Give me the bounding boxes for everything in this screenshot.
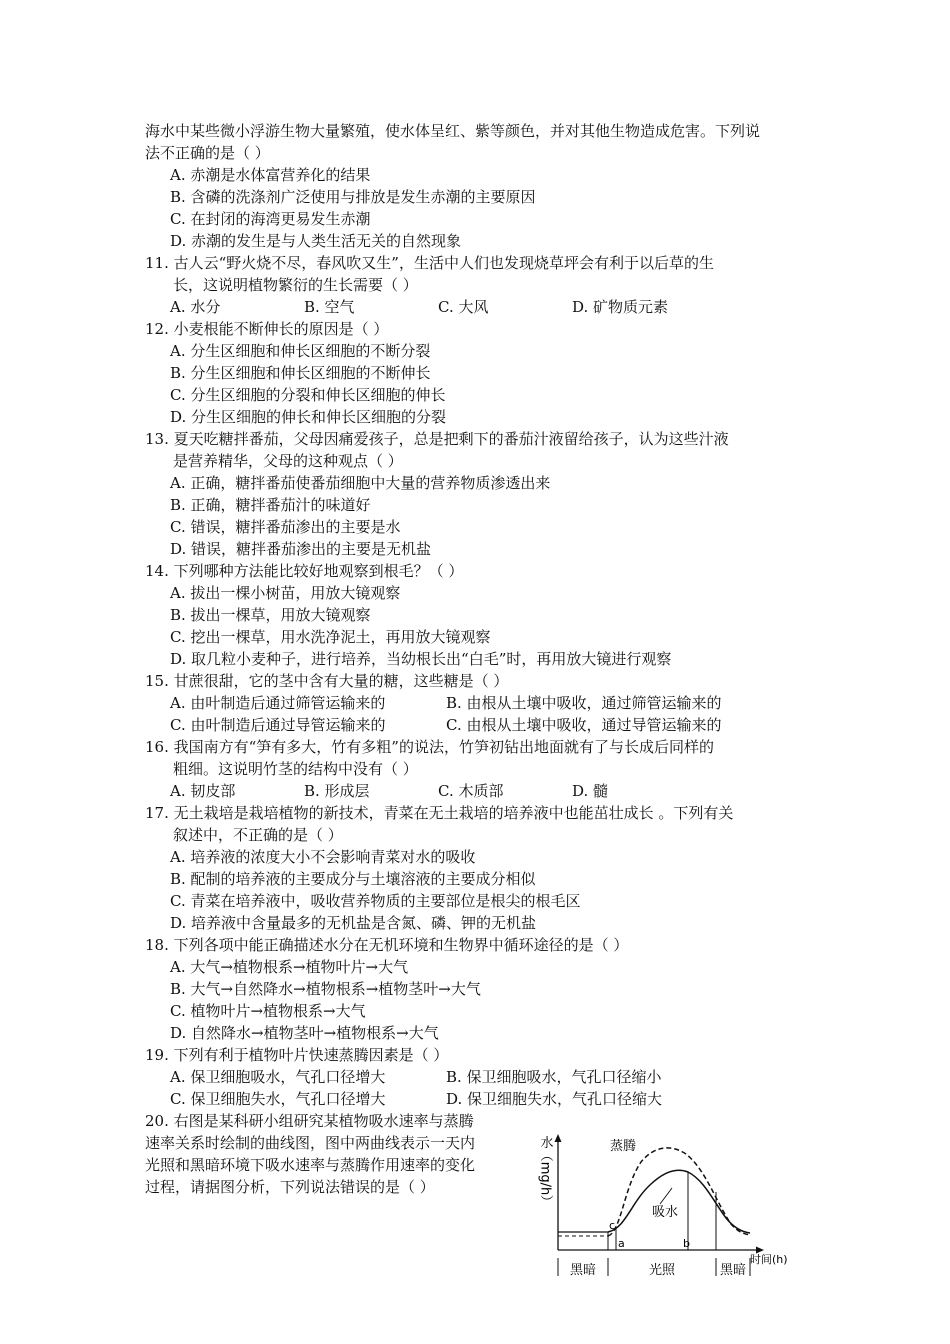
y-axis-label: 水（mg/h） [537, 1135, 553, 1209]
question-20-cont: 过程，请据图分析，下列说法错误的是（ ） [145, 1178, 435, 1196]
option-b: B. 正确，糖拌番茄汁的味道好 [170, 496, 371, 514]
option-c: C. 保卫细胞失水，气孔口径增大 [170, 1090, 386, 1108]
option-b: B. 空气 [304, 298, 355, 316]
question-13: 13. 夏天吃糖拌番茄，父母因痛爱孩子，总是把剩下的番茄汁液留给孩子，认为这些汁液 [145, 430, 729, 448]
option-c: C. 分生区细胞的分裂和伸长区细胞的伸长 [170, 386, 446, 404]
question-12: 12. 小麦根能不断伸长的原因是（ ） [145, 320, 389, 338]
option-d: C. 由根从土壤中吸收，通过导管运输来的 [446, 716, 722, 734]
question-text: 法不正确的是（ ） [145, 144, 270, 162]
x-axis-label: 时间(h) [750, 1253, 788, 1266]
option-a: A. 韧皮部 [170, 782, 236, 800]
option-a: A. 由叶制造后通过筛管运输来的 [170, 694, 386, 712]
option-a: A. 分生区细胞和伸长区细胞的不断分裂 [170, 342, 431, 360]
option-c: C. 木质部 [438, 782, 504, 800]
absorption-label: 吸水 [652, 1205, 679, 1220]
exam-page [145, 120, 815, 1198]
option-b: B. 大气→自然降水→植物根系→植物茎叶→大气 [170, 980, 481, 998]
period-light: 光照 [648, 1263, 676, 1278]
question-16-cont: 粗细。这说明竹茎的结构中没有（ ） [173, 760, 418, 778]
option-a: A. 水分 [170, 298, 221, 316]
option-a: A. 赤潮是水体富营养化的结果 [170, 166, 371, 184]
question-20: 20. 右图是某科研小组研究某植物吸水速率与蒸腾 [145, 1112, 474, 1130]
option-d: D. 矿物质元素 [572, 298, 669, 316]
option-c: C. 由叶制造后通过导管运输来的 [170, 716, 386, 734]
question-11-cont: 长，这说明植物繁衍的生长需要（ ） [173, 276, 418, 294]
question-text: 海水中某些微小浮游生物大量繁殖，使水体呈红、紫等颜色，并对其他生物造成危害。下列说 [145, 122, 761, 140]
option-c: C. 错误，糖拌番茄渗出的主要是水 [170, 518, 401, 536]
water-rate-diagram [536, 1132, 806, 1282]
water-rate-figure [536, 1132, 806, 1282]
question-14: 14. 下列哪种方法能比较好地观察到根毛？（ ） [145, 562, 464, 580]
question-13-cont: 是营养精华，父母的这种观点（ ） [173, 452, 403, 470]
point-b-label: b [683, 1237, 690, 1250]
question-16: 16. 我国南方有“笋有多大，竹有多粗”的说法，竹笋初钻出地面就有了与长成后同样的 [145, 738, 714, 756]
absorption-curve [608, 1170, 750, 1233]
y-axis-arrow [555, 1134, 562, 1142]
option-d: D. 错误，糖拌番茄渗出的主要是无机盐 [170, 540, 432, 558]
option-d: D. 分生区细胞的伸长和伸长区细胞的分裂 [170, 408, 447, 426]
option-b: B. 分生区细胞和伸长区细胞的不断伸长 [170, 364, 431, 382]
point-a-label: a [618, 1237, 625, 1250]
question-20-cont: 光照和黑暗环境下吸水速率与蒸腾作用速率的变化 [145, 1156, 476, 1174]
options-row [145, 714, 815, 736]
options-row [145, 1088, 815, 1110]
options-row [145, 692, 815, 714]
period-dark-1: 黑暗 [569, 1263, 597, 1278]
option-b: B. 拔出一棵草，用放大镜观察 [170, 606, 371, 624]
option-d: D. 取几粒小麦种子，进行培养，当幼根长出“白毛”时，再用放大镜进行观察 [170, 650, 672, 668]
option-c: C. 在封闭的海湾更易发生赤潮 [170, 210, 371, 228]
transpiration-label: 蒸腾 [610, 1139, 637, 1154]
option-b: B. 配制的培养液的主要成分与土壤溶液的主要成分相似 [170, 870, 536, 888]
options-row [145, 1066, 815, 1088]
option-a: A. 培养液的浓度大小不会影响青菜对水的吸收 [170, 848, 476, 866]
options-row [145, 780, 815, 802]
option-a: A. 大气→植物根系→植物叶片→大气 [170, 958, 409, 976]
absorption-pointer [660, 1188, 672, 1204]
option-a: A. 正确，糖拌番茄使番茄细胞中大量的营养物质渗透出来 [170, 474, 551, 492]
option-c: C. 挖出一棵草，用水洗净泥土，再用放大镜观察 [170, 628, 491, 646]
question-19: 19. 下列有利于植物叶片快速蒸腾因素是（ ） [145, 1046, 449, 1064]
question-17-cont: 叙述中，不正确的是（ ） [173, 826, 343, 844]
option-b: B. 含磷的洗涤剂广泛使用与排放是发生赤潮的主要原因 [170, 188, 536, 206]
option-d: D. 保卫细胞失水，气孔口径缩大 [446, 1090, 663, 1108]
options-row [145, 296, 815, 318]
question-11: 11. 古人云“野火烧不尽，春风吹又生”，生活中人们也发现烧草坪会有利于以后草的生 [145, 254, 714, 272]
question-20-cont: 速率关系时绘制的曲线图，图中两曲线表示一天内 [145, 1134, 476, 1152]
question-15: 15. 甘蔗很甜，它的茎中含有大量的糖，这些糖是（ ） [145, 672, 509, 690]
option-d: D. 髓 [572, 782, 609, 800]
option-d: D. 赤潮的发生是与人类生活无关的自然现象 [170, 232, 462, 250]
question-18: 18. 下列各项中能正确描述水分在无机环境和生物界中循环途径的是（ ） [145, 936, 629, 954]
transpiration-curve [608, 1148, 750, 1236]
option-b: B. 形成层 [304, 782, 370, 800]
period-dark-2: 黑暗 [719, 1263, 747, 1278]
option-c: C. 青菜在培养液中，吸收营养物质的主要部位是根尖的根毛区 [170, 892, 581, 910]
question-17: 17. 无土栽培是栽培植物的新技术，青菜在无土栽培的培养液中也能茁壮成长 。下列有关 [145, 804, 734, 822]
option-d: D. 自然降水→植物茎叶→植物根系→大气 [170, 1024, 439, 1042]
option-a: A. 保卫细胞吸水，气孔口径增大 [170, 1068, 386, 1086]
option-d: D. 培养液中含量最多的无机盐是含氮、磷、钾的无机盐 [170, 914, 537, 932]
option-a: A. 拔出一棵小树苗，用放大镜观察 [170, 584, 401, 602]
option-c: C. 大风 [438, 298, 489, 316]
point-c-label: c [609, 1219, 616, 1232]
option-b: B. 由根从土壤中吸收，通过筛管运输来的 [446, 694, 722, 712]
option-b: B. 保卫细胞吸水，气孔口径缩小 [446, 1068, 662, 1086]
option-c: C. 植物叶片→植物根系→大气 [170, 1002, 366, 1020]
